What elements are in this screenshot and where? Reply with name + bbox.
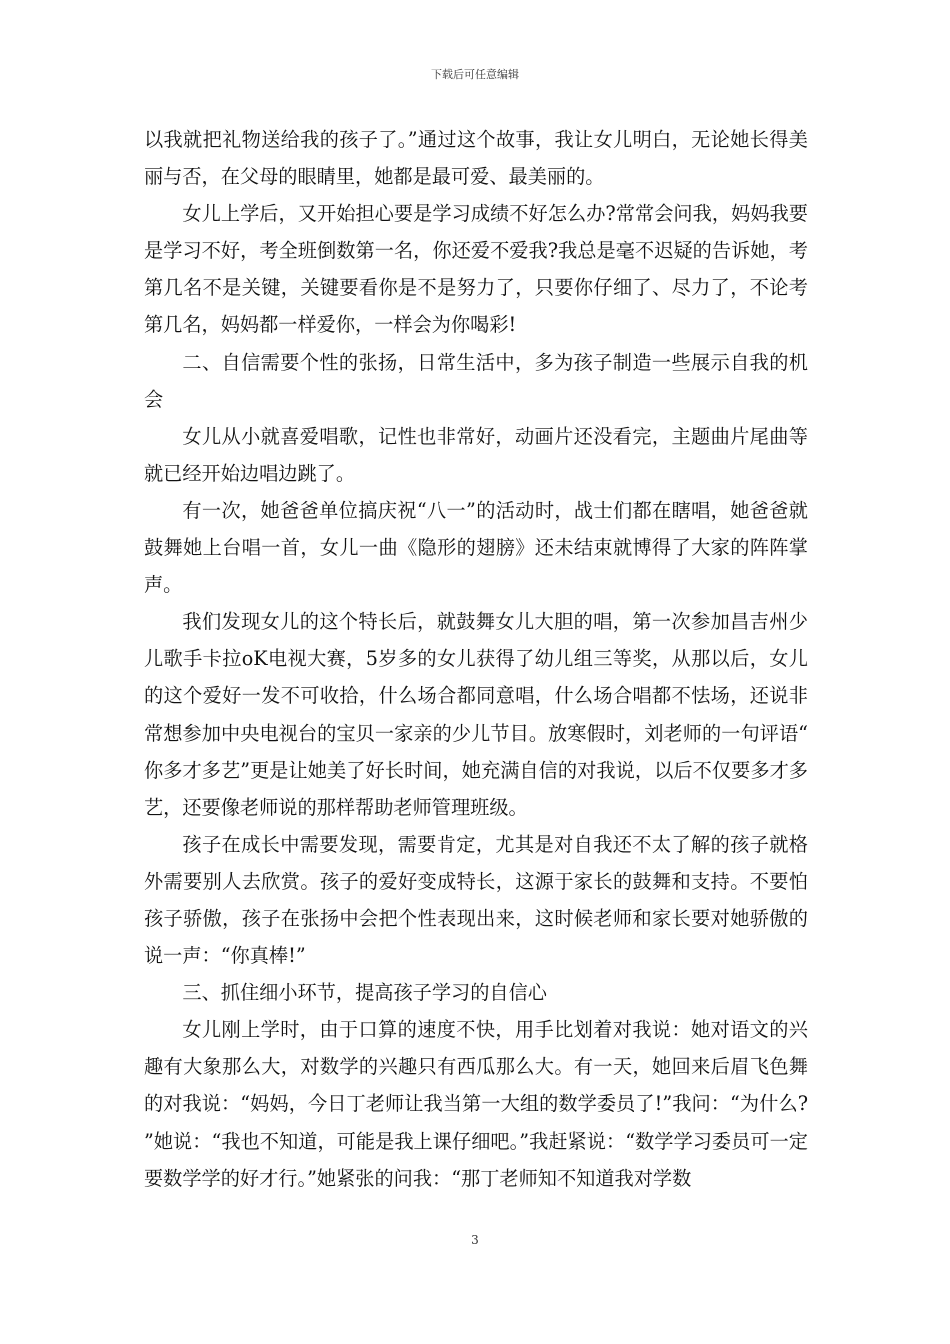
paragraph: 女儿刚上学时，由于口算的速度不快，用手比划着对我说：她对语文的兴趣有大象那么大，对数学的兴趣只有西瓜那么大。有一天，她回来后眉飞色舞的对我说：“妈妈，今日丁老师让我当第一大组的数学委员了!”我问：“为什么?”她说：“我也不知道，可能是我上课仔细吧。”我赶紧说：“数学学习委员可一定要数学学的好才行。”她紧张的问我：“那丁老师知不知道我对学数	[144, 1018, 808, 1190]
paragraph: 女儿从小就喜爱唱歌，记性也非常好，动画片还没看完，主题曲片尾曲等就已经开始边唱边跳了。	[144, 424, 808, 485]
paragraph: 女儿上学后，又开始担心要是学习成绩不好怎么办?常常会问我，妈妈我要是学习不好，考全班倒数第一名，你还爱不爱我?我总是毫不迟疑的告诉她，考第几名不是关键，关键要看你是不是努力了，只要你仔细了、尽力了，不论考第几名，妈妈都一样爱你，一样会为你喝彩!	[144, 202, 808, 337]
section-heading: 三、抓住细小环节，提高孩子学习的自信心	[182, 981, 547, 1005]
paragraph: 以我就把礼物送给我的孩子了。”通过这个故事，我让女儿明白，无论她长得美丽与否，在父母的眼睛里，她都是最可爱、最美丽的。	[144, 128, 808, 189]
page-number: 3	[471, 1233, 479, 1247]
paragraph: 我们发现女儿的这个特长后，就鼓舞女儿大胆的唱，第一次参加昌吉州少儿歌手卡拉oK电视大赛，5岁多的女儿获得了幼儿组三等奖，从那以后，女儿的这个爱好一发不可收拾，什么场合都同意唱，什么场合唱都不怯场，还说非常想参加中央电视台的宝贝一家亲的少儿节目。放寒假时，刘老师的一句评语“你多才多艺”更是让她美了好长时间，她充满自信的对我说，以后不仅要多才多艺，还要像老师说的那样帮助老师管理班级。	[144, 610, 808, 819]
section-heading: 二、自信需要个性的张扬，日常生活中，多为孩子制造一些展示自我的机会	[144, 350, 808, 411]
page-header: 下载后可任意编辑	[431, 68, 519, 81]
paragraph: 有一次，她爸爸单位搞庆祝“八一”的活动时，战士们都在瞎唱，她爸爸就鼓舞她上台唱一首，女儿一曲《隐形的翅膀》还未结束就博得了大家的阵阵掌声。	[144, 498, 808, 597]
body-text	[144, 121, 808, 1197]
paragraph: 孩子在成长中需要发现，需要肯定，尤其是对自我还不太了解的孩子就格外需要别人去欣赏。孩子的爱好变成特长，这源于家长的鼓舞和支持。不要怕孩子骄傲，孩子在张扬中会把个性表现出来，这时候老师和家长要对她骄傲的说一声：“你真棒!”	[144, 832, 808, 968]
